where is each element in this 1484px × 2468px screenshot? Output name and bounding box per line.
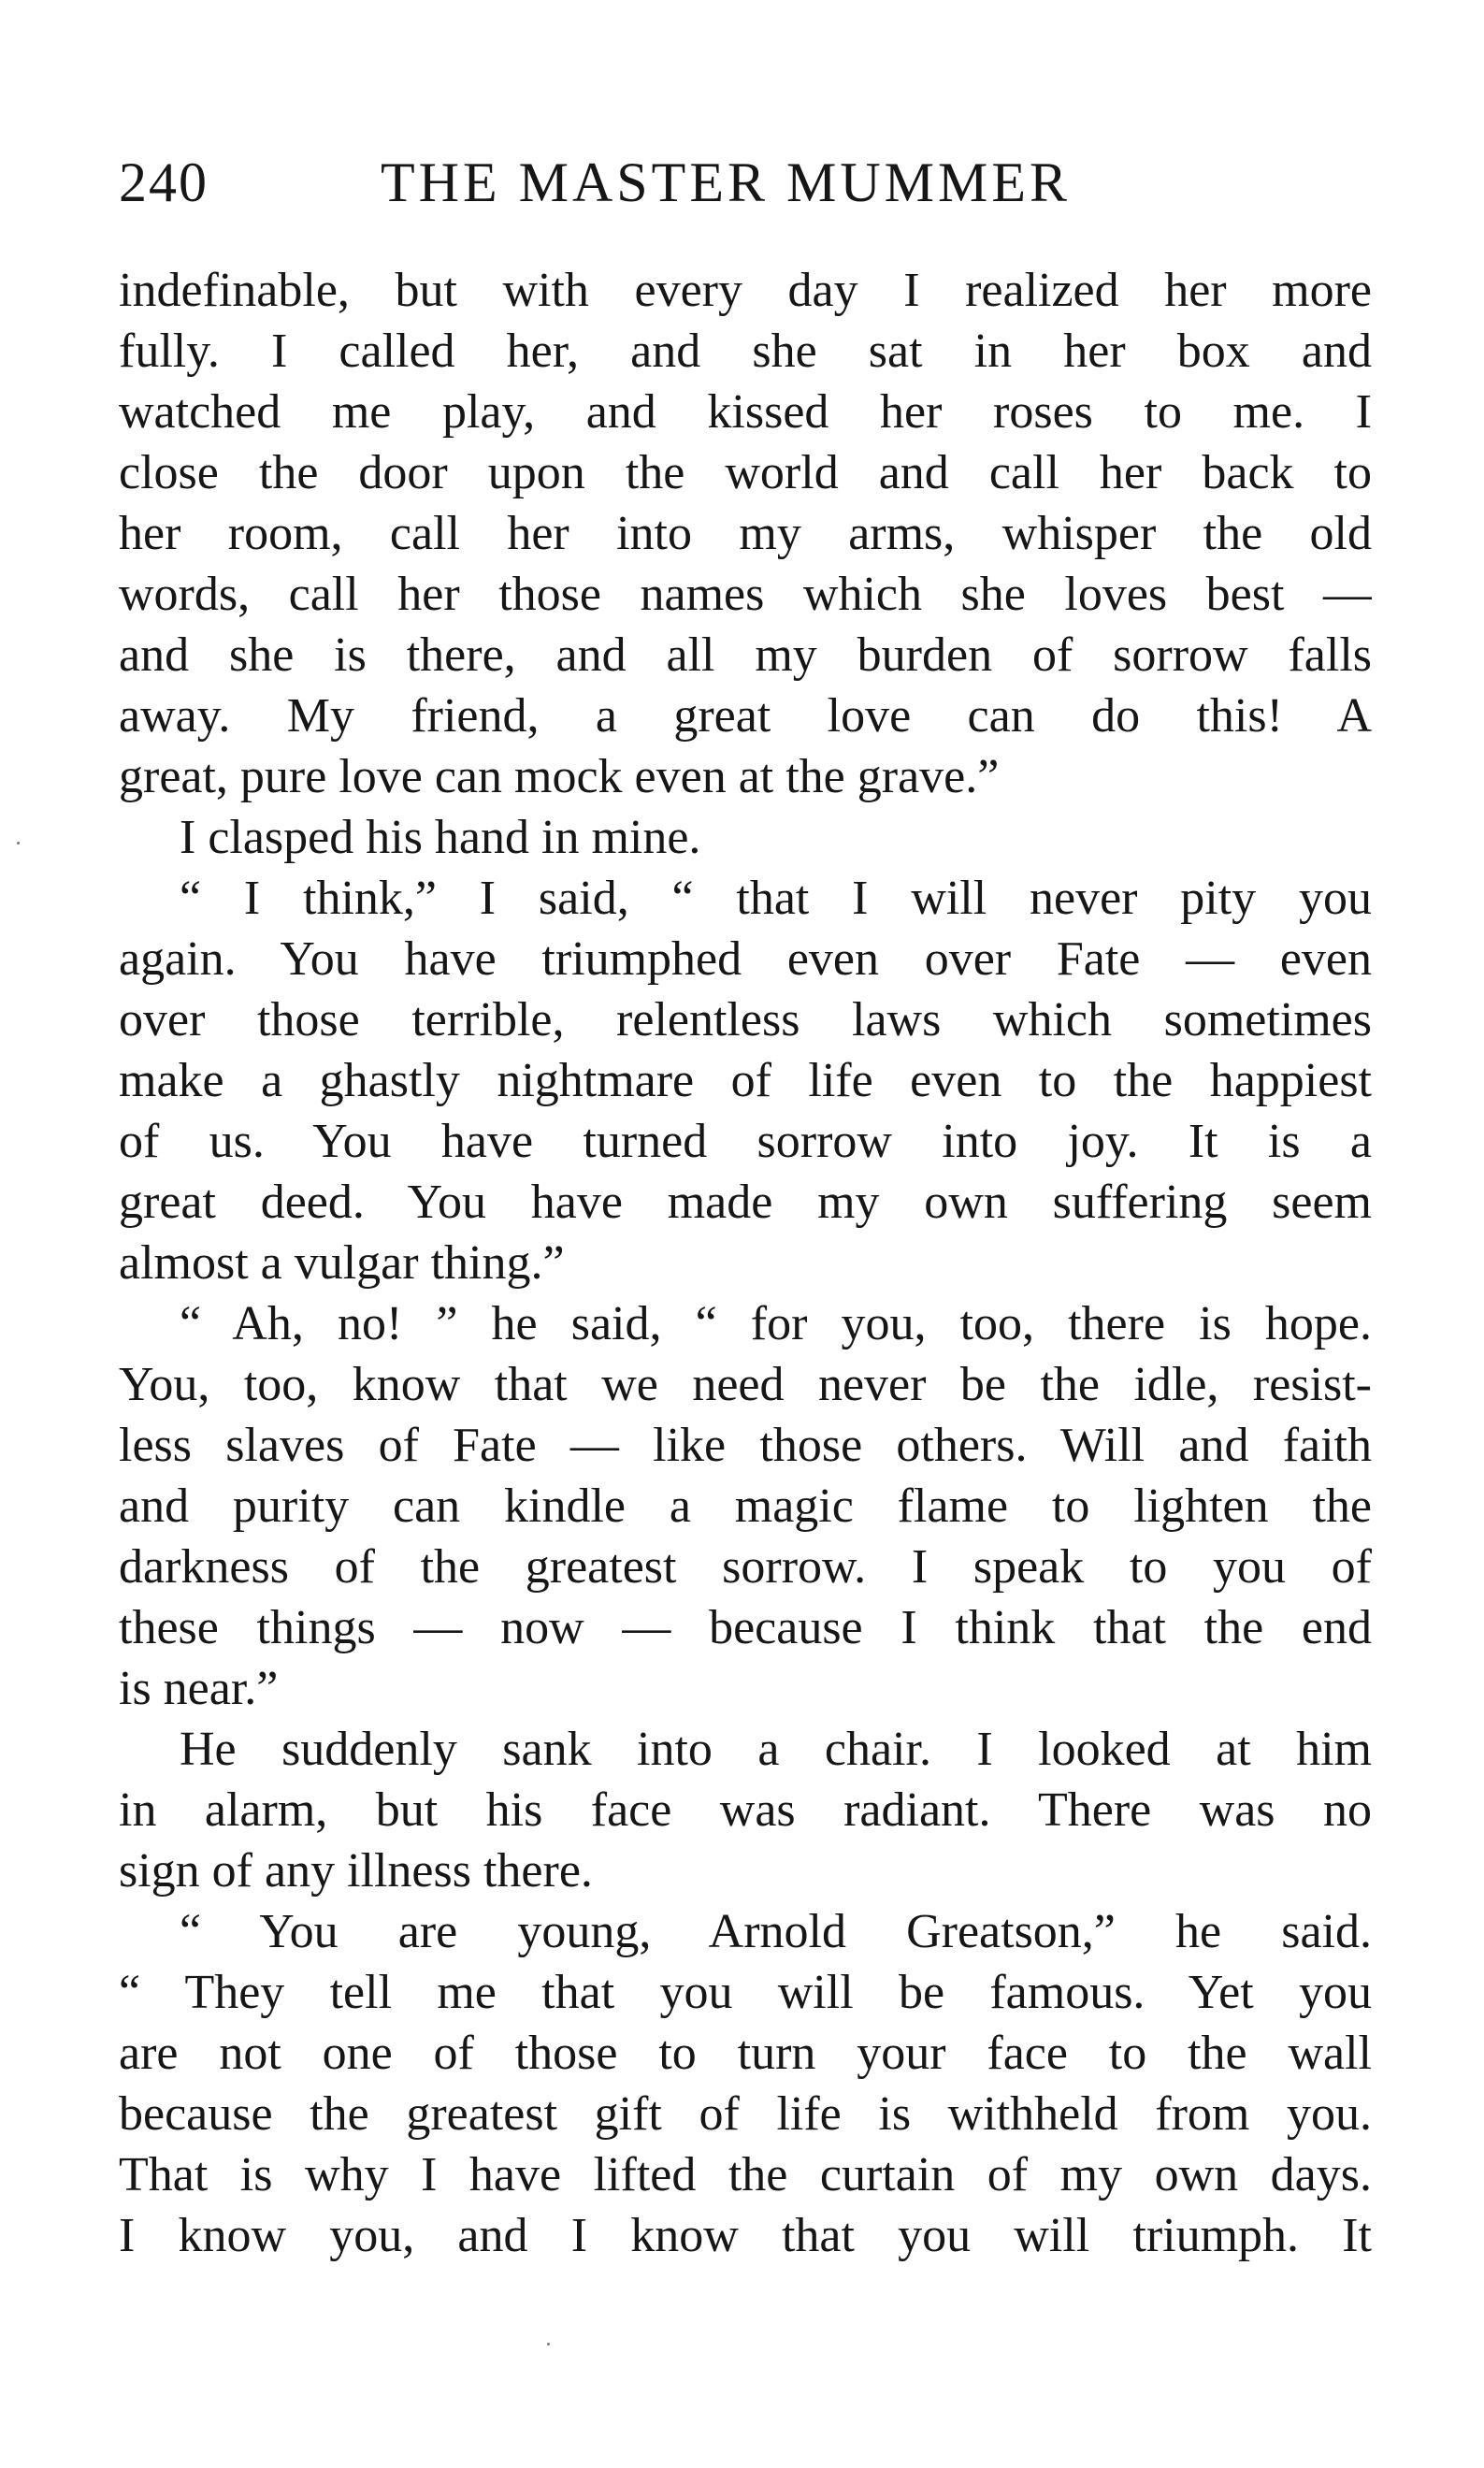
text-line: “ They tell me that you will be famous. Yet you: [119, 1966, 1372, 2019]
text-line: indefinable, but with every day I realized her more: [119, 264, 1372, 317]
text-line: away. My friend, a great love can do this! A: [119, 689, 1372, 743]
text-line: almost a vulgar thing.”: [119, 1236, 565, 1290]
text-line: make a ghastly nightmare of life even to the happiest: [119, 1054, 1372, 1107]
text-line: sign of any illness there.: [119, 1844, 593, 1898]
text-line: because the greatest gift of life is withheld from you.: [119, 2087, 1372, 2141]
text-line: great, pure love can mock even at the grave.”: [119, 750, 1000, 803]
text-line: close the door upon the world and call her back to: [119, 446, 1372, 499]
text-line: He suddenly sank into a chair. I looked at him: [180, 1723, 1372, 1776]
running-title: THE MASTER MUMMER: [381, 152, 1072, 213]
text-line: watched me play, and kissed her roses to me. I: [119, 385, 1372, 439]
text-line: are not one of those to turn your face to the wall: [119, 2027, 1372, 2080]
text-line: and purity can kindle a magic flame to lighten the: [119, 1479, 1372, 1533]
text-line: words, call her those names which she loves best —: [119, 568, 1372, 621]
text-line: “ Ah, no! ” he said, “ for you, too, there is hope.: [180, 1297, 1372, 1350]
text-line: You, too, know that we need never be the idle, resist-: [119, 1358, 1372, 1411]
text-line: fully. I called her, and she sat in her box and: [119, 325, 1372, 378]
text-line: great deed. You have made my own suffering seem: [119, 1176, 1372, 1229]
paper-speck: [547, 2343, 550, 2345]
text-line: I clasped his hand in mine.: [180, 811, 701, 864]
running-head: [119, 145, 1372, 220]
text-line: her room, call her into my arms, whisper the old: [119, 507, 1372, 560]
text-line: again. You have triumphed even over Fate — even: [119, 932, 1372, 986]
text-line: I know you, and I know that you will triumph. It: [119, 2209, 1372, 2262]
text-line: over those terrible, relentless laws which sometimes: [119, 993, 1372, 1046]
paper-speck: [17, 842, 20, 844]
body-text: [119, 260, 1372, 2266]
text-line: is near.”: [119, 1662, 279, 1715]
text-line: darkness of the greatest sorrow. I speak to you of: [119, 1540, 1372, 1594]
text-line: in alarm, but his face was radiant. There was no: [119, 1783, 1372, 1837]
text-line: of us. You have turned sorrow into joy. It is a: [119, 1115, 1372, 1168]
text-line: less slaves of Fate — like those others. Will and faith: [119, 1419, 1372, 1472]
page-number: 240: [119, 152, 209, 213]
text-line: That is why I have lifted the curtain of my own days.: [119, 2148, 1372, 2201]
text-line: “ I think,” I said, “ that I will never pity you: [180, 872, 1372, 925]
text-line: “ You are young, Arnold Greatson,” he said.: [180, 1905, 1372, 1958]
text-line: and she is there, and all my burden of sorrow falls: [119, 628, 1372, 682]
text-line: these things — now — because I think that the end: [119, 1601, 1372, 1654]
